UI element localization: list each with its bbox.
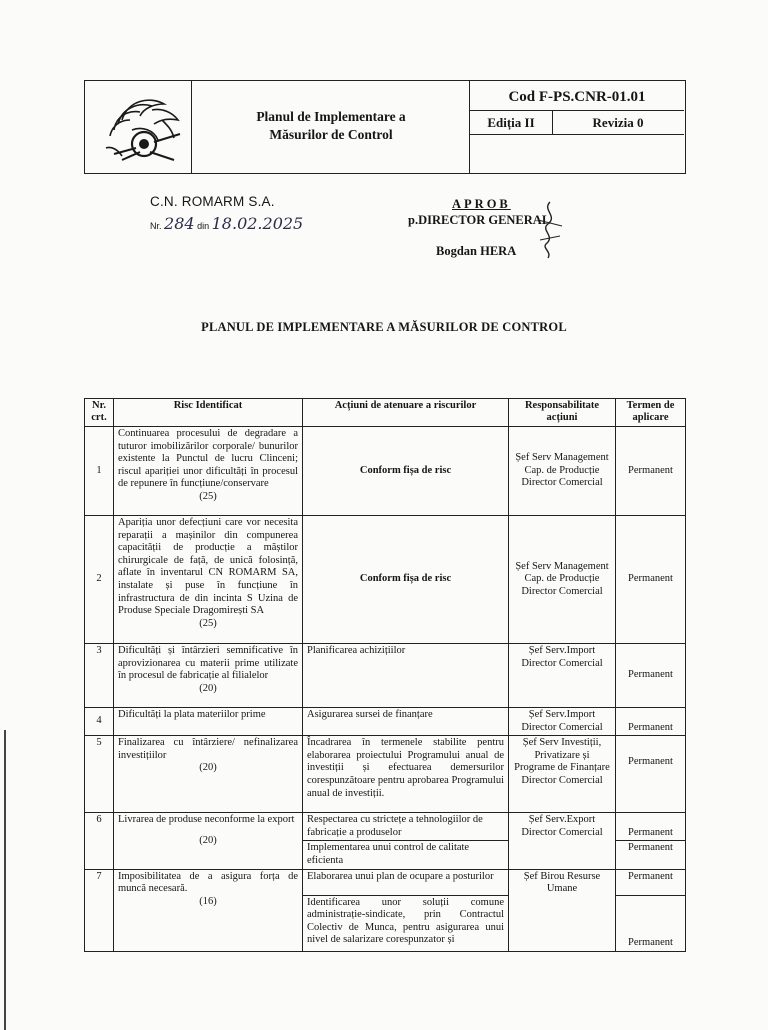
registration-number-line — [150, 214, 303, 233]
risk-cell — [114, 516, 303, 644]
table-row — [85, 869, 686, 895]
table-row — [85, 516, 686, 644]
signature-scrawl — [530, 200, 570, 262]
risk-score: (25) — [199, 617, 217, 629]
action-cell: Asigurarea sursei de finanțare — [303, 708, 509, 736]
term-cell: Permanent — [616, 708, 686, 736]
table-row — [85, 813, 686, 841]
responsibility-cell: Șef Serv Management Cap. de Producție Director Comercial — [509, 427, 616, 516]
term-cell: Permanent — [616, 841, 686, 869]
action-cell: Implementarea unui control de calitate eficienta — [303, 841, 509, 869]
revision-label: Revizia 0 — [592, 115, 644, 130]
action-cell: Încadrarea în termenele stabilite pentru elaborarea proiectului Programului anual de investiții și efectuarea demersurilor corespunzătoare pentru aprobarea Programului anual de investiții. — [303, 736, 509, 813]
term-cell: Permanent — [616, 516, 686, 644]
nr-label: Nr. — [150, 221, 162, 231]
risk-text: Imposibilitatea de a asigura forța de muncă necesară. — [118, 870, 298, 895]
row-number: 3 — [85, 644, 114, 708]
scan-edge-mark — [4, 730, 6, 1030]
responsibility-cell: Șef Serv Investiții, Privatizare și Programe de Finanțare Director Comercial — [509, 736, 616, 813]
edition-label: Ediția II — [487, 115, 535, 130]
risk-score: (25) — [199, 490, 217, 502]
term-cell: Permanent — [616, 427, 686, 516]
responsibility-cell: Șef Birou Resurse Umane — [509, 869, 616, 951]
risk-cell — [114, 813, 303, 869]
term-cell: Permanent — [616, 813, 686, 841]
risk-score: (16) — [199, 895, 217, 907]
risk-text: Finalizarea cu întârziere/ nefinalizarea investițiilor — [118, 737, 298, 761]
header-divider — [470, 110, 684, 111]
risk-text: Livrarea de produse neconforme la export — [118, 814, 295, 826]
responsibility-cell: Șef Serv.Import Director Comercial — [509, 644, 616, 708]
action-cell: Respectarea cu strictețe a tehnologiilor de fabricație a produselor — [303, 813, 509, 841]
risk-score: (20) — [199, 762, 217, 774]
row-number: 5 — [85, 736, 114, 813]
company-name: C.N. ROMARM S.A. — [150, 194, 275, 209]
risk-cell — [114, 427, 303, 516]
title-line-1: Planul de Implementare a — [256, 109, 406, 124]
risk-cell — [114, 736, 303, 813]
action-cell: Planificarea achizițiilor — [303, 644, 509, 708]
row-number: 4 — [85, 708, 114, 736]
action-cell: Conform fișa de risc — [303, 516, 509, 644]
table-header-row — [85, 399, 686, 427]
responsibility-cell: Șef Serv Management Cap. de Producție Director Comercial — [509, 516, 616, 644]
responsibility-cell: Șef Serv.Import Director Comercial — [509, 708, 616, 736]
header-nr: Nr. crt. — [85, 399, 114, 427]
row-number: 7 — [85, 869, 114, 951]
risk-text: Continuarea procesului de degradare a tuturor imobilizărilor corporale/ bunurilor existente la Punctul de lucru Clinceni; riscul apariției unor dificultăți în procesul de repunere în funcțiune/conservare — [118, 428, 298, 490]
document-form-title — [192, 108, 470, 144]
table-row — [85, 736, 686, 813]
signer-name: Bogdan HERA — [436, 244, 517, 258]
din-label: din — [197, 221, 210, 231]
risk-score: (20) — [199, 682, 217, 694]
table-row — [85, 644, 686, 708]
risk-control-table — [84, 398, 686, 952]
row-number: 2 — [85, 516, 114, 644]
header-responsibility: Responsabilitate acțiuni — [509, 399, 616, 427]
term-cell: Permanent — [616, 736, 686, 813]
registration-number: 284 — [164, 214, 195, 233]
table-row — [85, 427, 686, 516]
row-number: 1 — [85, 427, 114, 516]
header-divider — [470, 134, 684, 135]
term-cell: Permanent — [616, 895, 686, 951]
risk-score: (20) — [199, 834, 217, 846]
responsibility-cell: Șef Serv.Export Director Comercial — [509, 813, 616, 869]
term-cell: Permanent — [616, 869, 686, 895]
approval-label: APROB — [452, 197, 511, 211]
romarm-logo-emblem — [92, 90, 188, 166]
action-cell: Conform fișa de risc — [303, 427, 509, 516]
risk-text: Dificultăți și întârzieri semnificative în aprovizionarea cu materii prime utilizate în procesul de fabricație al filialelor — [118, 645, 298, 682]
risk-text: Apariția unor defecțiuni care vor necesita reparații a mașinilor din compunerea capacității de producție a măștilor chirurgicale de față, de unică folosință, aflate în inventarul CN ROMARM SA, instalate și puse în funcțiune în infrastructura de din incinta S Uzina de Produse Speciale Dragomirești SA — [118, 517, 298, 617]
header-term: Termen de aplicare — [616, 399, 686, 427]
title-line-2: Măsurilor de Control — [269, 127, 393, 142]
director-title: p.DIRECTOR GENERAL — [408, 213, 551, 227]
action-cell: Elaborarea unui plan de ocupare a posturilor — [303, 869, 509, 895]
term-cell: Permanent — [616, 644, 686, 708]
header-risk: Risc Identificat — [114, 399, 303, 427]
registration-date: 18.02.2025 — [211, 214, 304, 233]
row-number: 6 — [85, 813, 114, 869]
risk-cell — [114, 644, 303, 708]
action-cell: Identificarea unor soluții comune administrație-sindicate, prin Contractul Colectiv de Munca, pentru asigurarea unui nivel de salarizare corespunzator și — [303, 895, 509, 951]
table-row — [85, 708, 686, 736]
risk-text: Dificultăți la plata materiilor prime — [114, 708, 303, 736]
plan-heading: PLANUL DE IMPLEMENTARE A MĂSURILOR DE CONTROL — [201, 320, 567, 334]
risk-cell — [114, 869, 303, 951]
header-actions: Acțiuni de atenuare a riscurilor — [303, 399, 509, 427]
form-code: Cod F-PS.CNR-01.01 — [508, 89, 646, 105]
